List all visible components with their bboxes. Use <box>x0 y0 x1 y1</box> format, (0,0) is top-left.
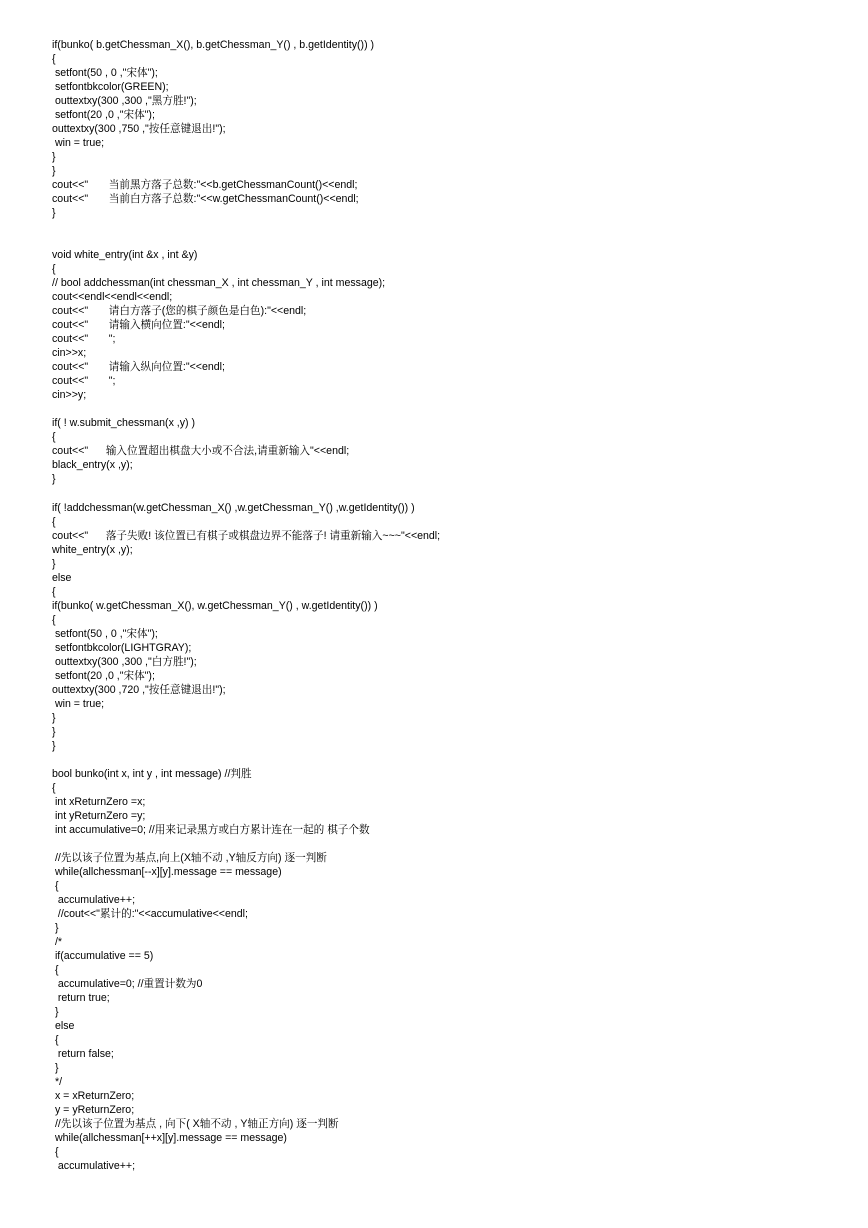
code-line: { <box>52 879 59 892</box>
code-line: } <box>52 151 56 164</box>
code-line: { <box>52 585 56 598</box>
code-line: { <box>52 515 56 528</box>
code-line: void white_entry(int &x , int &y) <box>52 249 198 262</box>
code-line: setfont(50 , 0 ,"宋体"); <box>52 627 158 640</box>
code-line: bool bunko(int x, int y , int message) //判胜 <box>52 767 252 780</box>
code-line: y = yReturnZero; <box>52 1104 135 1117</box>
code-line: { <box>52 263 56 276</box>
code-line: { <box>52 1034 59 1047</box>
code-line: } <box>52 1062 59 1075</box>
code-line: } <box>52 739 56 752</box>
code-line: x = xReturnZero; <box>52 1090 135 1103</box>
code-line: cout<<" "; <box>52 333 116 346</box>
code-line: cout<<" "; <box>52 375 116 388</box>
code-line: setfontbkcolor(GREEN); <box>52 81 169 94</box>
code-line: } <box>52 557 56 570</box>
code-line: else <box>52 1020 75 1033</box>
blank-line <box>52 753 832 767</box>
code-line: { <box>52 964 59 977</box>
code-line: int accumulative=0; //用来记录黑方或白方累计连在一起的 棋子个数 <box>52 823 370 836</box>
code-line: } <box>52 473 56 486</box>
code-line: if(bunko( w.getChessman_X(), w.getChessman_Y() , w.getIdentity()) ) <box>52 599 378 612</box>
code-line: cout<<" 请白方落子(您的棋子颜色是白色):"<<endl; <box>52 305 307 318</box>
code-line: int xReturnZero =x; <box>52 795 146 808</box>
code-line: outtextxy(300 ,750 ,"按任意键退出!"); <box>52 123 226 136</box>
code-line: if(accumulative == 5) <box>52 950 154 963</box>
code-line: else <box>52 571 72 584</box>
code-line: cin>>x; <box>52 347 87 360</box>
blank-line <box>52 234 832 248</box>
code-line: } <box>52 711 56 724</box>
code-line: if( ! w.submit_chessman(x ,y) ) <box>52 417 196 430</box>
code-line: win = true; <box>52 137 105 150</box>
code-line: } <box>52 725 56 738</box>
code-line: accumulative=0; //重置计数为0 <box>52 978 203 991</box>
code-line: black_entry(x ,y); <box>52 459 133 472</box>
blank-line <box>52 487 832 501</box>
code-line: cin>>y; <box>52 389 87 402</box>
code-line: return false; <box>52 1048 114 1061</box>
code-line: cout<<" 当前黑方落子总数:"<<b.getChessmanCount()<<endl; <box>52 179 358 192</box>
code-line: { <box>52 431 56 444</box>
code-line: { <box>52 53 56 66</box>
code-line: outtextxy(300 ,300 ,"白方胜!"); <box>52 655 197 668</box>
code-line: accumulative++; <box>52 1160 136 1173</box>
code-line: } <box>52 1006 59 1019</box>
blank-line <box>52 402 832 416</box>
code-line: while(allchessman[--x][y].message == message) <box>52 865 282 878</box>
code-line: outtextxy(300 ,300 ,"黑方胜!"); <box>52 95 197 108</box>
code-line: accumulative++; <box>52 893 136 906</box>
code-line: { <box>52 781 56 794</box>
code-line: } <box>52 207 56 220</box>
code-line: if(bunko( b.getChessman_X(), b.getChessman_Y() , b.getIdentity()) ) <box>52 39 375 51</box>
code-line: cout<<" 落子失败! 该位置已有棋子或棋盘边界不能落子! 请重新输入~~~"<<endl; <box>52 529 441 542</box>
code-line: setfont(20 ,0 ,"宋体"); <box>52 669 155 682</box>
code-line: cout<<" 请输入横向位置:"<<endl; <box>52 319 225 332</box>
code-line: //先以该子位置为基点 , 向下( X轴不动 , Y轴正方向) 逐一判断 <box>52 1118 339 1131</box>
code-line: cout<<" 输入位置超出棋盘大小或不合法,请重新输入"<<endl; <box>52 445 350 458</box>
code-line: setfont(20 ,0 ,"宋体"); <box>52 109 155 122</box>
code-line: } <box>52 921 59 934</box>
code-line: //先以该子位置为基点,向上(X轴不动 ,Y轴反方向) 逐一判断 <box>52 851 327 864</box>
code-line: // bool addchessman(int chessman_X , int chessman_Y , int message); <box>52 277 386 290</box>
code-line: setfontbkcolor(LIGHTGRAY); <box>52 641 192 654</box>
code-line: int yReturnZero =y; <box>52 809 146 822</box>
code-line: } <box>52 165 56 178</box>
code-line: /* <box>52 936 63 948</box>
blank-line <box>52 220 832 234</box>
code-line: cout<<" 请输入纵向位置:"<<endl; <box>52 361 225 374</box>
code-line: outtextxy(300 ,720 ,"按任意键退出!"); <box>52 683 226 696</box>
code-line: win = true; <box>52 697 105 710</box>
code-line: //cout<<"累计的:"<<accumulative<<endl; <box>52 907 248 920</box>
code-line: if( !addchessman(w.getChessman_X() ,w.getChessman_Y() ,w.getIdentity()) ) <box>52 501 415 514</box>
blank-line <box>52 837 832 851</box>
code-document <box>52 38 832 1173</box>
code-line: cout<<endl<<endl<<endl; <box>52 291 173 304</box>
code-line: return true; <box>52 992 110 1005</box>
code-line: { <box>52 613 56 626</box>
code-line: */ <box>52 1076 63 1089</box>
code-line: white_entry(x ,y); <box>52 543 133 556</box>
code-line: setfont(50 , 0 ,"宋体"); <box>52 67 158 80</box>
code-line: cout<<" 当前白方落子总数:"<<w.getChessmanCount()<<endl; <box>52 193 359 206</box>
code-line: while(allchessman[++x][y].message == message) <box>52 1132 287 1145</box>
code-line: { <box>52 1146 59 1159</box>
